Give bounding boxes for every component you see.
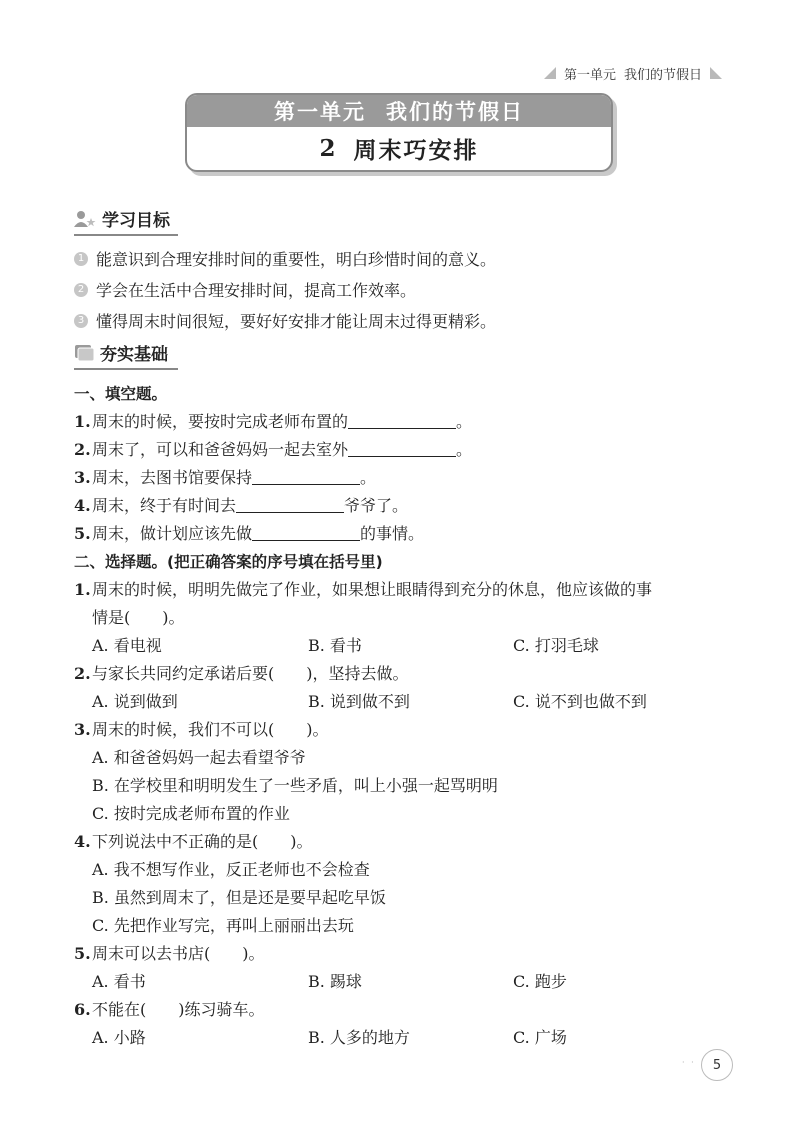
triangle-decoration-icon [710, 67, 722, 79]
header-unit: 第一单元 [563, 67, 616, 83]
number-badge: 2 [74, 283, 88, 297]
choice-option: B. 在学校里和明明发生了一些矛盾，叫上小强一起骂明明 [92, 776, 498, 795]
choice-option: B. 虽然到周末了，但是还是要早起吃早饭 [92, 888, 386, 907]
choice-option: C. 按时完成老师布置的作业 [92, 804, 290, 823]
list-item: 2 学会在生活中合理安排时间，提高工作效率。 [74, 274, 734, 305]
objectives-heading-text: 学习目标 [102, 211, 170, 231]
learner-icon [74, 210, 96, 228]
lesson-number: 2 [319, 135, 338, 162]
fill-item: 5.周末，做计划应该先做 的事情。 [74, 524, 425, 543]
unit-name-title: 我们的节假日 [386, 99, 524, 124]
header-unit-name: 我们的节假日 [623, 67, 702, 83]
lesson-title-box [185, 93, 613, 172]
basics-heading-text: 夯实基础 [100, 345, 168, 365]
page-number: 5 [701, 1049, 733, 1081]
fill-item: 4.周末，终于有时间去 爷爷了。 [74, 496, 409, 515]
choice-question: 5.周末可以去书店( )。 [74, 944, 265, 963]
dots-decoration-icon: · · [682, 1058, 696, 1067]
choice-options: A. 看书 B. 踢球 C. 跑步 [92, 972, 567, 991]
triangle-decoration-icon [544, 67, 556, 79]
choice-question: 3.周末的时候，我们不可以( )。 [74, 720, 329, 739]
lesson-name: 周末巧安排 [353, 137, 479, 164]
choice-heading: 二、选择题。(把正确答案的序号填在括号里) [74, 553, 383, 571]
answer-blank[interactable] [348, 412, 456, 429]
number-badge: 1 [74, 252, 88, 266]
list-item: 1 能意识到合理安排时间的重要性，明白珍惜时间的意义。 [74, 243, 734, 274]
lesson-title [187, 127, 611, 170]
fill-heading: 一、填空题。 [74, 385, 168, 403]
monitor-icon [74, 344, 94, 362]
fill-item: 1.周末的时候，要按时完成老师布置的 。 [74, 412, 473, 431]
choice-option: A. 我不想写作业，反正老师也不会检查 [92, 860, 370, 879]
unit-title: 第一单元 [274, 99, 366, 124]
list-item: 3 懂得周末时间很短，要好好安排才能让周末过得更精彩。 [74, 305, 734, 336]
choice-question: 2.与家长共同约定承诺后要( )，坚持去做。 [74, 664, 409, 683]
fill-item: 2.周末了，可以和爸爸妈妈一起去室外 。 [74, 440, 473, 459]
choice-options: A. 看电视 B. 看书 C. 打羽毛球 [92, 636, 599, 655]
answer-blank[interactable] [252, 468, 360, 485]
choice-question: 6.不能在( )练习骑车。 [74, 1000, 265, 1019]
choice-option: A. 和爸爸妈妈一起去看望爷爷 [92, 748, 306, 767]
running-header [544, 62, 722, 84]
choice-question-cont: 情是( )。 [92, 608, 185, 627]
exercise-content [74, 380, 734, 1052]
number-badge: 3 [74, 314, 88, 328]
fill-item: 3.周末，去图书馆要保持 。 [74, 468, 377, 487]
choice-option: C. 先把作业写完，再叫上丽丽出去玩 [92, 916, 354, 935]
unit-title-bar [187, 95, 611, 127]
objectives-heading [74, 206, 178, 236]
choice-options: A. 说到做到 B. 说到做不到 C. 说不到也做不到 [92, 692, 647, 711]
choice-options: A. 小路 B. 人多的地方 C. 广场 [92, 1028, 567, 1047]
answer-blank[interactable] [236, 496, 344, 513]
answer-blank[interactable] [252, 524, 360, 541]
basics-heading [74, 340, 178, 370]
objectives-list [74, 243, 734, 336]
answer-blank[interactable] [348, 440, 456, 457]
choice-question: 1.周末的时候，明明先做完了作业，如果想让眼睛得到充分的休息，他应该做的事 [74, 580, 653, 599]
choice-question: 4.下列说法中不正确的是( )。 [74, 832, 313, 851]
